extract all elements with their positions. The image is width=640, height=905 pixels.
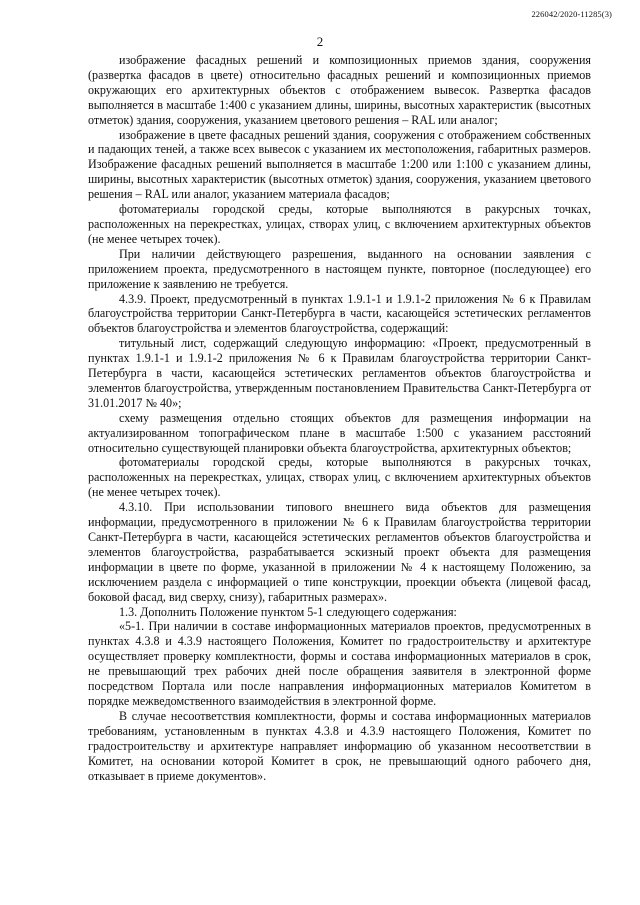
paragraph: фотоматериалы городской среды, которые выполняются в ракурсных точках, расположенных на перекрестках, улицах, створах улиц, с включением архитектурных объектов (не менее четырех точек). [88, 455, 591, 500]
paragraph: изображение в цвете фасадных решений здания, сооружения с отображением собственных и падающих теней, а также всех вывесок с указанием их местоположения, габаритных размеров. Изображение фасадных решений выполняется в масштабе 1:200 или 1:100 с указанием длины, ширины, высотных характеристик (высотных отметок) здания, сооружения, указанием цветового решения – RAL или аналог, указанием материала фасадов; [88, 127, 591, 202]
paragraph: схему размещения отдельно стоящих объектов для размещения информации на актуализированном топографическом плане в масштабе 1:500 с указанием расстояний относительно существующей планировки объекта благоустройства, архитектурных объектов; [88, 410, 591, 455]
paragraph: При наличии действующего разрешения, выданного на основании заявления с приложением проекта, предусмотренного в настоящем пункте, повторное (последующее) его приложение к заявлению не требуется. [88, 246, 591, 291]
paragraph: титульный лист, содержащий следующую информацию: «Проект, предусмотренный в пунктах 1.9.1-1 и 1.9.1-2 приложения № 6 к Правилам благоустройства территории Санкт-Петербурга в части, касающейся эстетических регламентов объектов благоустройства и элементов благоустройства, утвержденным постановлением Правительства Санкт-Петербурга от 31.01.2017 № 40»; [88, 336, 591, 410]
paragraph: 4.3.10. При использовании типового внешнего вида объектов для размещения информации, предусмотренного в приложении № 6 к Правилам благоустройства территории Санкт-Петербурга в части, касающейся эстетических регламентов объектов благоустройства и элементов благоустройства, разрабатывается эскизный проект объекта для размещения информации в цвете по форме, указанной в приложении № 4 к настоящему Положению, за исключением раздела с информацией о типе конструкции, проекции объекта (лицевой фасад, боковой фасад, вид сверху, снизу), габаритных размерах». [88, 500, 591, 604]
document-body [88, 53, 591, 783]
paragraph: 4.3.9. Проект, предусмотренный в пунктах 1.9.1-1 и 1.9.1-2 приложения № 6 к Правилам благоустройства территории Санкт-Петербурга в части, касающейся эстетических регламентов объектов благоустройства и элементов благоустройства, содержащий: [88, 291, 591, 336]
paragraph: 1.3. Дополнить Положение пунктом 5-1 следующего содержания: [119, 604, 457, 619]
paragraph: фотоматериалы городской среды, которые выполняются в ракурсных точках, расположенных на перекрестках, улицах, створах улиц, с включением архитектурных объектов (не менее четырех точек). [88, 202, 591, 246]
paragraph: «5-1. При наличии в составе информационных материалов проектов, предусмотренных в пунктах 4.3.8 и 4.3.9 настоящего Положения, Комитет по градостроительству и архитектуре осуществляет проверку комплектности, формы и состава информационных материалов в срок, не превышающий трех рабочих дней после обращения заявителя в электронной форме посредством Портала или после направления информационных материалов Комитетом в порядке межведомственного взаимодействия в электронной форме. [88, 619, 591, 708]
page-number: 2 [316, 34, 324, 49]
paragraph: изображение фасадных решений и композиционных приемов здания, сооружения (развертка фасадов в цвете) относительно фасадных решений и композиционных приемов окружающих его архитектурных объектов с отображением вывесок. Развертка фасадов выполняется в масштабе 1:400 с указанием длины, ширины, высотных характеристик (высотных отметок) здания, сооружения, указанием цветового решения – RAL или аналог; [88, 53, 591, 127]
paragraph: В случае несоответствия комплектности, формы и состава информационных материалов требованиям, установленным в пунктах 4.3.8 и 4.3.9 настоящего Положения, Комитет по градостроительству и архитектуре направляет информацию об указанном несоответствии в Комитет, на основании которой Комитет в срок, не превышающий одного рабочего дня, отказывает в приеме документов». [88, 708, 591, 783]
document-id: 226042/2020-11285(3) [531, 9, 612, 19]
